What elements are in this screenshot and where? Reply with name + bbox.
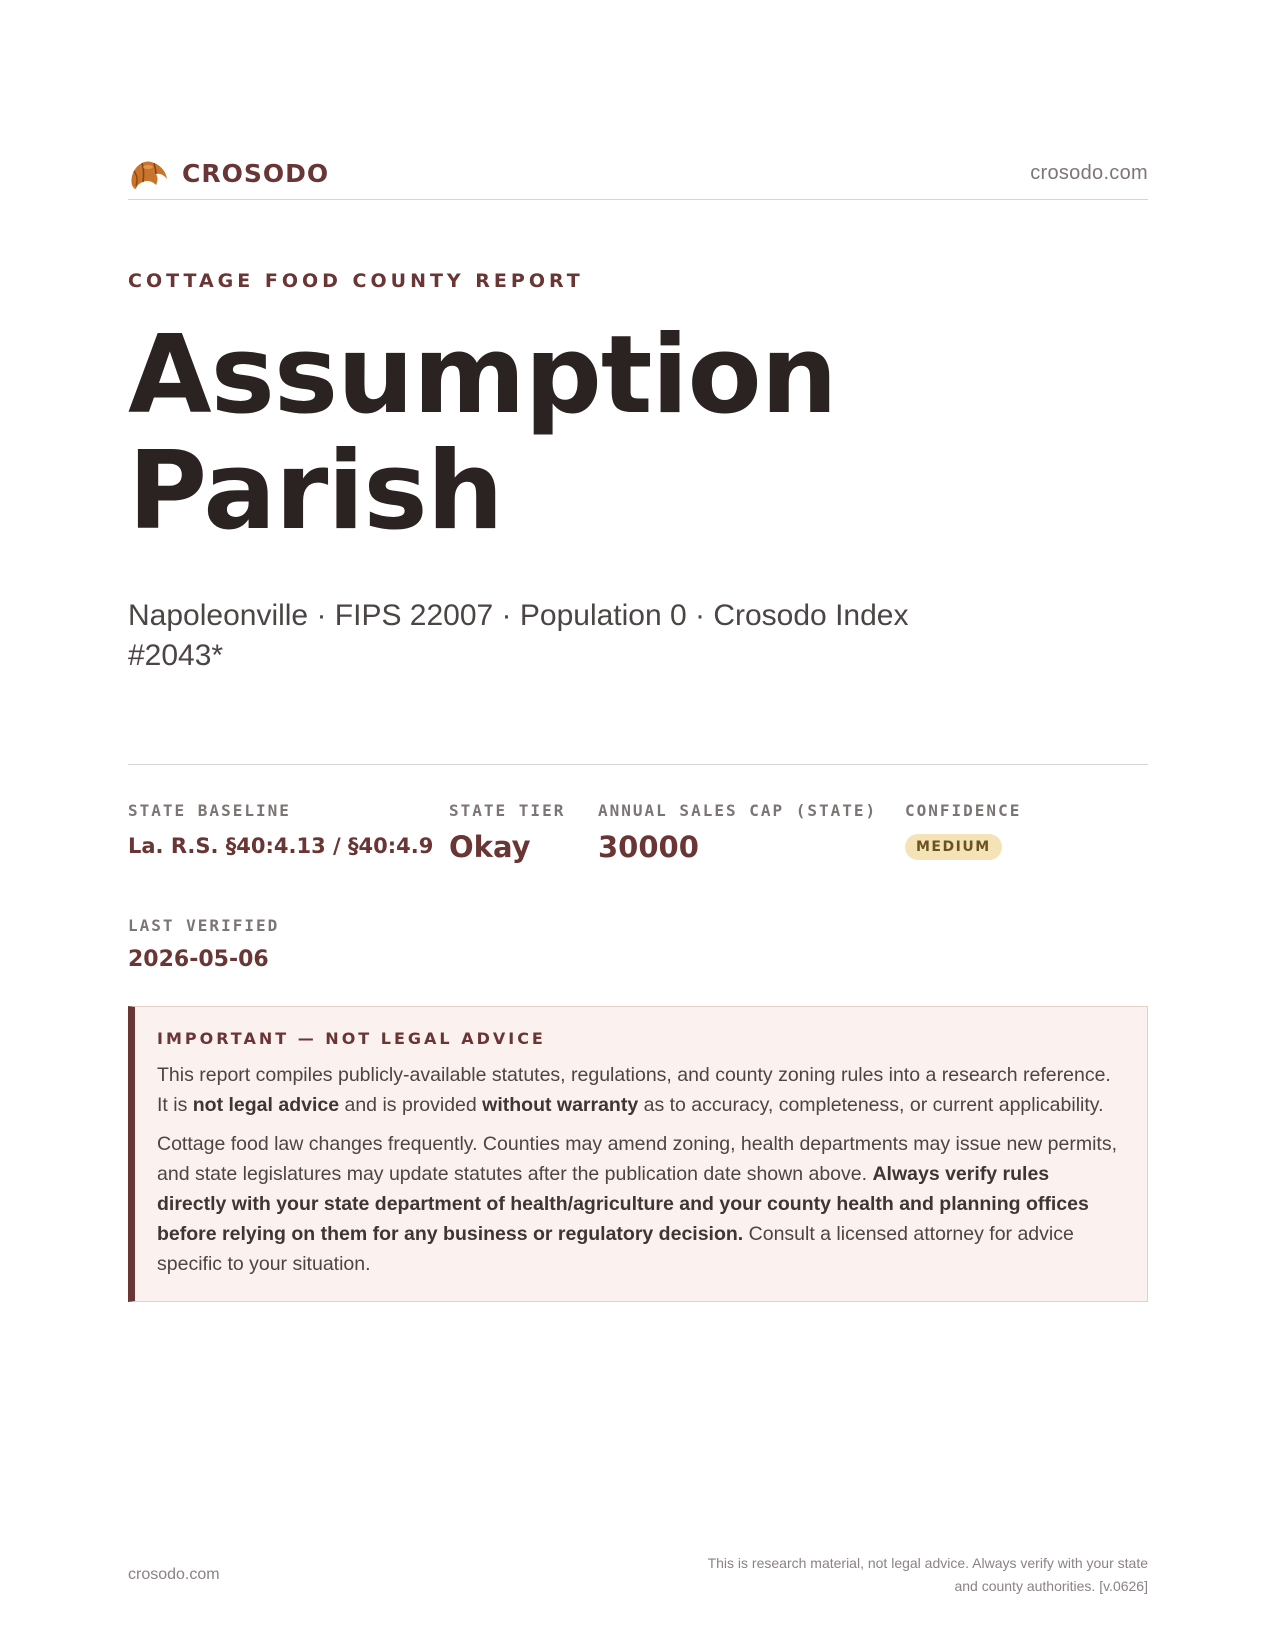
section-divider [128,764,1148,765]
stat-value: Okay [449,830,531,864]
footer-note-line: and county authorities. [v.0626] [954,1578,1148,1594]
stat-state-baseline [128,801,449,864]
page-title: Assumption Parish [128,313,837,554]
stat-value: La. R.S. §40:4.13 / §40:4.9 [128,834,434,858]
stats-row [128,801,1148,864]
page-footer [128,1552,1148,1598]
report-page [128,158,1148,1302]
notice-emphasis: without warranty [482,1094,639,1116]
notice-text: and is provided [339,1094,483,1116]
stat-label: CONFIDENCE [905,801,1022,820]
stat-annual-sales-cap [598,801,905,864]
legal-notice [128,1006,1148,1302]
notice-text: Consult a licensed attorney for advice specific to your situation. [157,1223,1074,1275]
notice-paragraph-1 [157,1060,1121,1120]
footer-url[interactable]: crosodo.com [128,1566,220,1583]
stat-value: 2026-05-06 [128,947,269,972]
brand [128,155,329,193]
site-url[interactable]: crosodo.com [1030,162,1148,184]
report-subtitle: Napoleonville · FIPS 22007 · Population 0 · Crosodo Index #2043* [128,599,909,672]
stat-label: LAST VERIFIED [128,916,280,935]
notice-text: as to accuracy, completeness, or current applicability. [638,1094,1104,1116]
notice-text: Cottage food law changes frequently. Counties may amend zoning, health departments may issue new permits, and state legislatures may update statutes after the publication date shown above. [157,1133,1117,1185]
notice-text: This report compiles publicly-available statutes, regulations, and county zoning rules into a research reference. It is [157,1064,1111,1116]
stat-confidence [905,801,1145,864]
confidence-badge: MEDIUM [905,834,1002,860]
notice-emphasis: not legal advice [192,1094,340,1116]
stat-label: STATE TIER [449,801,566,820]
stat-label: STATE BASELINE [128,801,291,820]
footer-note-line: This is research material, not legal advice. Always verify with your state [707,1555,1148,1571]
stat-value: 30000 [598,830,699,864]
brand-name: CROSODO [182,159,330,188]
page-header [128,158,1148,200]
stat-label: ANNUAL SALES CAP (STATE) [598,801,878,820]
notice-emphasis: Always verify rules directly with your state department of health/agriculture and your county health and planning offices before relying on them for any business or regulatory decision. [157,1163,1089,1245]
notice-paragraph-2 [157,1129,1121,1279]
croissant-icon [128,155,170,193]
notice-title: IMPORTANT — NOT LEGAL ADVICE [157,1029,546,1048]
report-eyebrow: COTTAGE FOOD COUNTY REPORT [128,270,584,292]
stat-last-verified [128,916,1148,972]
footer-disclaimer [628,1552,1148,1598]
stat-state-tier [449,801,598,864]
